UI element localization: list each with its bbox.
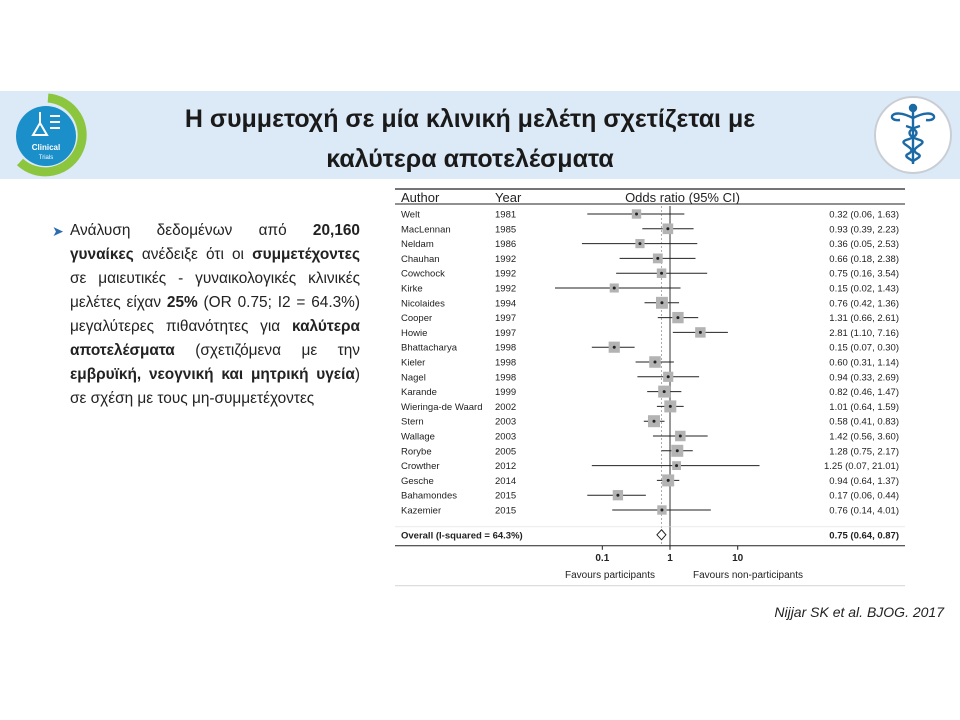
study-author: Cooper [401,313,433,325]
study-point [638,242,641,245]
study-effect-label: 0.58 (0.41, 0.83) [829,416,899,428]
bullet-bold-5: εμβρυϊκή, νεογνική και μητρική υγεία [70,366,355,383]
study-year: 2012 [495,461,517,473]
study-author: Kazemier [401,505,442,517]
study-author: Wieringa-de Waard [401,401,483,413]
study-year: 1998 [495,372,517,384]
header-effect: Odds ratio (95% CI) [625,190,740,205]
study-year: 2003 [495,431,517,443]
study-author: Kirke [401,283,423,295]
study-effect-label: 1.25 (0.07, 21.01) [824,461,899,473]
study-point [652,420,655,423]
study-year: 1985 [495,224,517,236]
study-year: 1998 [495,357,517,369]
study-year: 1986 [495,239,517,251]
study-author: Cowchock [401,268,445,280]
bullet-bold-4: καλύτερα αποτελέσματα [70,318,360,359]
study-year: 1999 [495,387,517,399]
study-effect-label: 0.76 (0.14, 4.01) [829,505,899,517]
bullet-bold-3: 25% [166,294,198,311]
study-author: Neldam [401,239,434,251]
slide-title [100,99,840,179]
bullet-point [52,219,360,411]
study-effect-label: 0.36 (0.05, 2.53) [829,239,899,251]
study-year: 2002 [495,401,517,413]
study-author: Nagel [401,372,426,384]
bullet-text [70,219,360,411]
bullet-text-4: (OR 0.75; I2 = 64.3%) μεγαλύτερες πιθανότητες για [70,294,360,335]
study-year: 1992 [495,268,517,280]
study-point [660,272,663,275]
study-effect-label: 0.15 (0.02, 1.43) [829,283,899,295]
study-year: 1981 [495,209,517,221]
study-year: 1997 [495,327,517,339]
study-effect-label: 0.94 (0.33, 2.69) [829,372,899,384]
logo-text-line2: Trials [38,155,54,161]
study-point [699,331,702,334]
study-effect-label: 0.66 (0.18, 2.38) [829,253,899,265]
study-year: 2005 [495,446,517,458]
study-effect-label: 0.82 (0.46, 1.47) [829,387,899,399]
overall-diamond [657,530,666,540]
study-effect-label: 1.28 (0.75, 2.17) [829,446,899,458]
bullet-arrow-icon: ➤ [52,223,64,239]
study-year: 1998 [495,342,517,354]
forest-plot [390,186,910,581]
study-effect-label: 0.93 (0.39, 2.23) [829,224,899,236]
study-author: Welt [401,209,420,221]
study-point [635,213,638,216]
x-tick-label: 1 [667,552,673,564]
study-author: Wallage [401,431,435,443]
study-effect-label: 1.42 (0.56, 3.60) [829,431,899,443]
slide-title-line1: Η συμμετοχή σε μία κλινική μελέτη σχετίζεται με [184,105,756,133]
study-author: Nicolaides [401,298,445,310]
study-point [660,509,663,512]
study-effect-label: 0.60 (0.31, 1.14) [829,357,899,369]
study-point [616,494,619,497]
study-effect-label: 0.32 (0.06, 1.63) [829,209,899,221]
study-year: 1992 [495,283,517,295]
bullet-bold-1: 20,160 γυναίκες [70,222,360,263]
header-year: Year [495,190,522,205]
study-author: Rorybe [401,446,432,458]
header-author: Author [401,190,440,205]
study-author: Crowther [401,461,440,473]
study-point [666,227,669,230]
study-year: 2014 [495,475,517,487]
study-effect-label: 2.81 (1.10, 7.16) [829,327,899,339]
logo-text-line1: Clinical [31,143,61,152]
study-effect-label: 1.01 (0.64, 1.59) [829,401,899,413]
study-year: 1992 [495,253,517,265]
study-point [656,257,659,260]
study-author: Bahamondes [401,490,457,502]
favours-right-label: Favours non-participants [692,569,804,581]
overall-effect-label: 0.75 (0.64, 0.87) [829,530,899,542]
bullet-text-3: σε μαιευτικές - γυναικολογικές κλινικές μελέτες είχαν [70,270,360,311]
study-year: 2003 [495,416,517,428]
study-year: 1994 [495,298,517,310]
favours-left-label: Favours participants [564,569,656,581]
study-point [669,405,672,408]
study-point [613,287,616,290]
study-point [660,301,663,304]
study-point [676,316,679,319]
study-author: Kieler [401,357,426,369]
citation: Nijjar SK et al. BJOG. 2017 [774,604,944,620]
slide-title-line2: καλύτερα αποτελέσματα [326,145,614,173]
study-year: 2015 [495,490,517,502]
study-effect-label: 1.31 (0.66, 2.61) [829,313,899,325]
study-point [613,346,616,349]
bullet-text-6: ) σε σχέση με τους μη-συμμετέχοντες [70,366,360,407]
bullet-text-1: Ανάλυση δεδομένων από [70,222,313,239]
clinical-trials-logo [0,92,96,178]
study-effect-label: 0.15 (0.07, 0.30) [829,342,899,354]
caduceus-logo [870,92,956,178]
x-tick-label: 10 [732,552,744,564]
study-effect-label: 0.17 (0.06, 0.44) [829,490,899,502]
study-year: 2015 [495,505,517,517]
x-tick-label: 0.1 [595,552,610,564]
study-point [667,479,670,482]
study-effect-label: 0.94 (0.64, 1.37) [829,475,899,487]
study-effect-label: 0.76 (0.42, 1.36) [829,298,899,310]
bullet-text-2: ανέδειξε ότι οι [133,246,253,263]
study-point [663,390,666,393]
bullet-text-5: (σχετιζόμενα με την [174,342,360,359]
study-author: Bhattacharya [401,342,457,354]
study-author: Chauhan [401,253,440,265]
bullet-bold-2: συμμετέχοντες [252,246,360,263]
study-effect-label: 0.75 (0.16, 3.54) [829,268,899,280]
study-author: Stern [401,416,424,428]
study-author: Howie [401,327,428,339]
study-author: MacLennan [401,224,451,236]
study-point [675,464,678,467]
study-year: 1997 [495,313,517,325]
study-author: Karande [401,387,437,399]
study-point [676,449,679,452]
study-point [679,435,682,438]
overall-label: Overall (I-squared = 64.3%) [401,530,523,542]
study-author: Gesche [401,475,434,487]
study-point [667,375,670,378]
study-point [653,361,656,364]
